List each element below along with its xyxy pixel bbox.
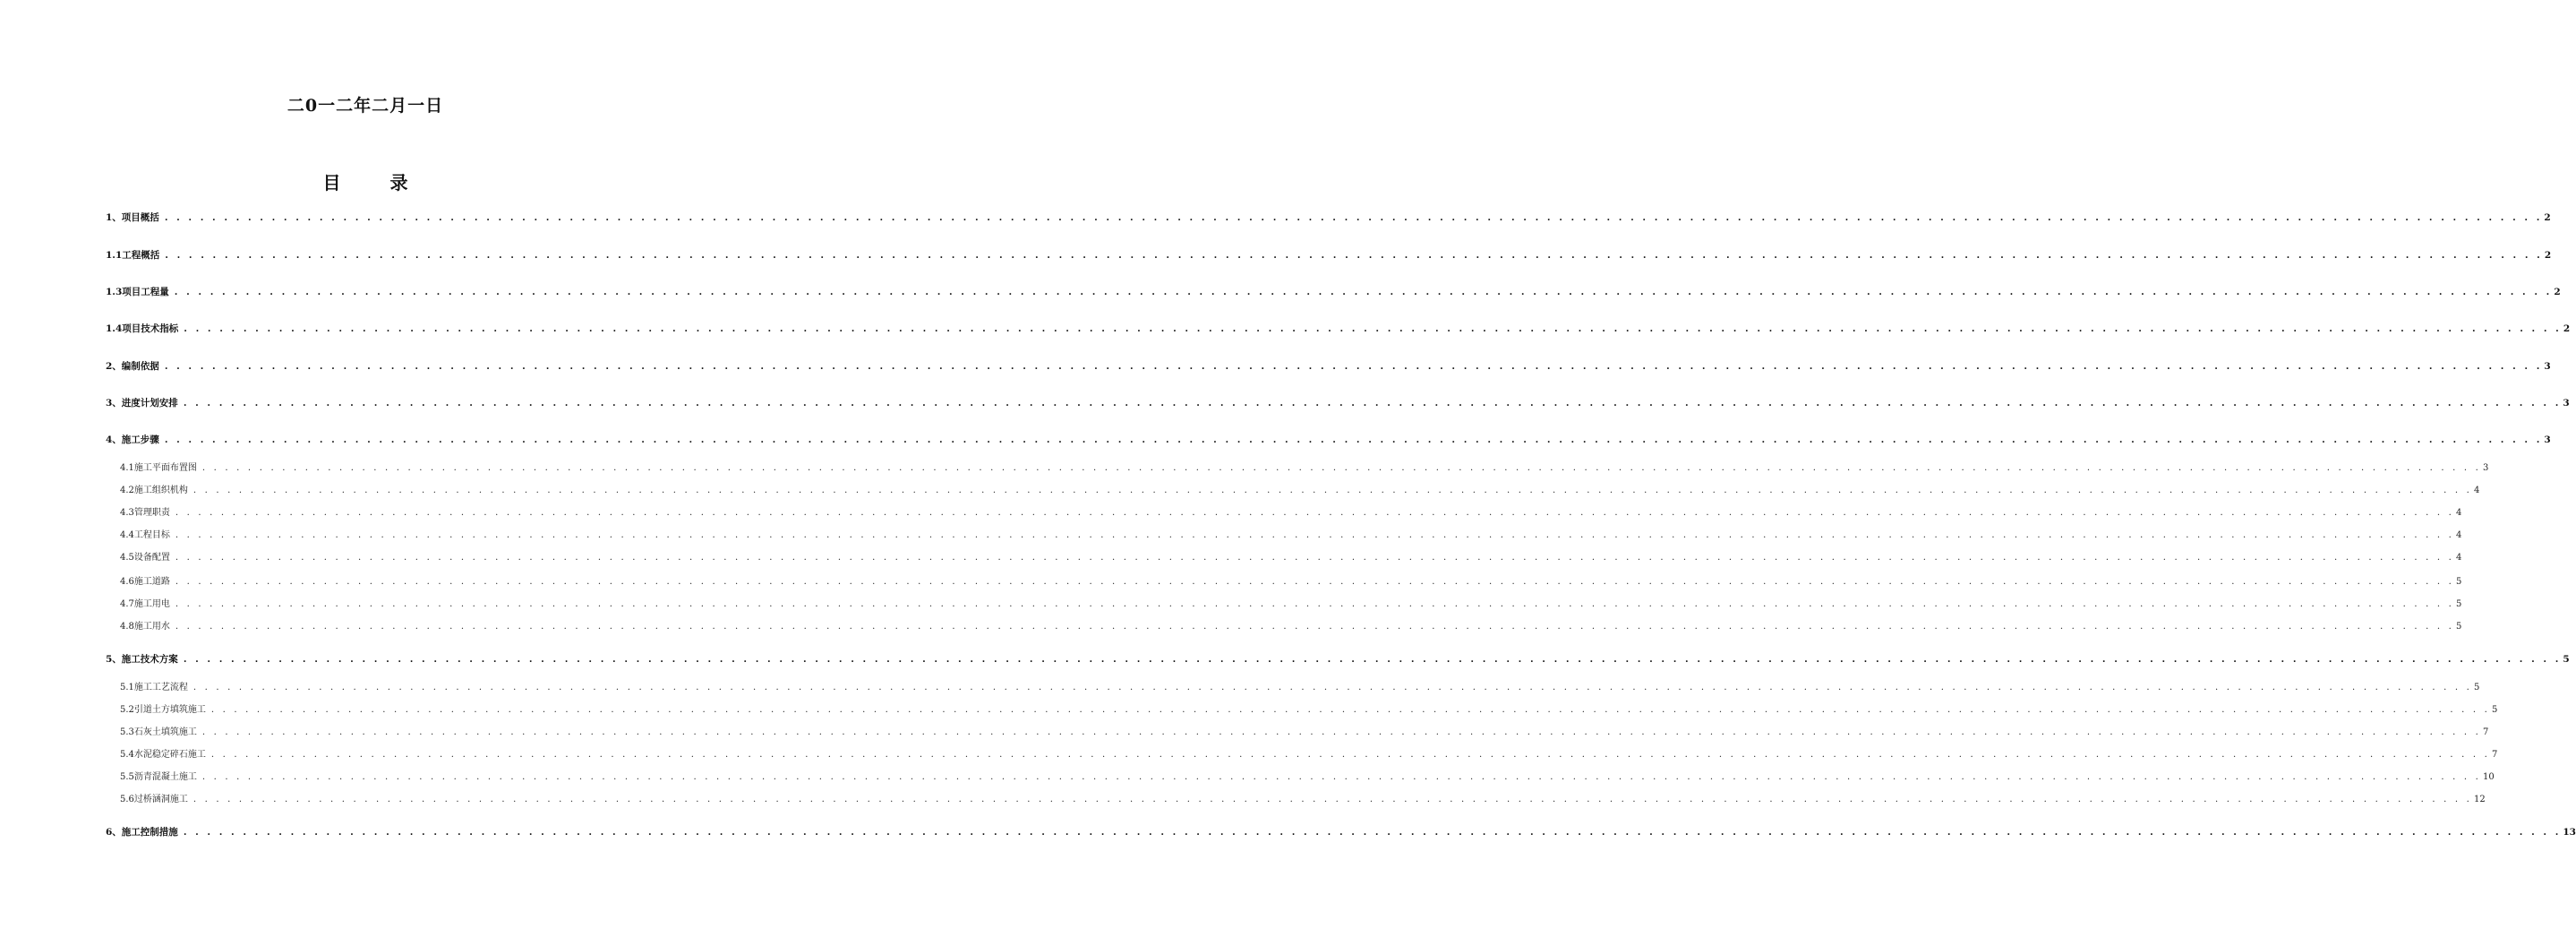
toc-entry-title: 4.4工程目标 xyxy=(120,530,170,540)
toc-leader-dots: . . . . . . . . . . . . . . . . . . . . . . . . . . . . . . . . . . . . . . . . . . . . . . . . . . . . . . . . . . . . . . . . . . . . . . . . . . . . . . . . . . . . . . . . . . . . . . . . . . . . . . . . . . . . . . . . . . . . . . . . . . . . . . . . . . . . . . . . . . . . . . . . . . . . . . . . . . . . . . . . . . . . . . . . . . . . . . . . . . . . . . . . . . . . . . . . . . . . . . . . xyxy=(175,622,2455,632)
toc-entry-title: 1.1工程概括 xyxy=(106,250,160,261)
toc-entry[interactable] xyxy=(120,529,2462,542)
toc-entry-page: 2 xyxy=(2544,212,2551,223)
toc-entry-title: 1、项目概括 xyxy=(106,212,159,223)
toc-entry-title: 2、编制依据 xyxy=(106,361,159,372)
toc-leader-dots: . . . . . . . . . . . . . . . . . . . . . . . . . . . . . . . . . . . . . . . . . . . . . . . . . . . . . . . . . . . . . . . . . . . . . . . . . . . . . . . . . . . . . . . . . . . . . . . . . . . . . . . . . . . . . . . . . . . . . . . . . . . . . . . . . . . . . . . . . . . . . . . . . . . . . . . . . . . . . . . . . . . . . . . . . . . . . . . . . . . . . . . . . . . . . . . . . . . . . . . . xyxy=(175,530,2455,540)
toc-entry-title: 4.6施工道路 xyxy=(120,577,170,587)
toc-entry-title: 4.2施工组织机构 xyxy=(120,486,188,495)
toc-entry-title: 5.5沥青混凝土施工 xyxy=(120,772,197,782)
toc-entry-title: 5.1施工工艺流程 xyxy=(120,683,188,692)
toc-entry-page: 4 xyxy=(2456,508,2462,518)
toc-leader-dots: . . . . . . . . . . . . . . . . . . . . . . . . . . . . . . . . . . . . . . . . . . . . . . . . . . . . . . . . . . . . . . . . . . . . . . . . . . . . . . . . . . . . . . . . . . . . . . . . . . . . . . . . . . . . . . . . . . . . . . . . . . . . . . . . . . . . . . . . . . . . . . . . . . . . . . . . . . . . . . . . . . . . . . . . . . . . . . . . . . . . . . . . . . . . . . . . . . . . . . . . xyxy=(175,599,2455,609)
toc-leader-dots: . . . . . . . . . . . . . . . . . . . . . . . . . . . . . . . . . . . . . . . . . . . . . . . . . . . . . . . . . . . . . . . . . . . . . . . . . . . . . . . . . . . . . . . . . . . . . . . . . . . . . . . . . . . . . . . . . . . . . . . . . . . . . . . . . . . . . . . . . . . . . . . . . . . . . . . . . . . . . . . . . . . . . . . . . . . . . . . . . . . . . . . . . . . . . . . . . . . . . . . . xyxy=(193,683,2473,692)
toc-entry[interactable] xyxy=(120,552,2462,564)
toc-leader-dots: . . . . . . . . . . . . . . . . . . . . . . . . . . . . . . . . . . . . . . . . . . . . . . . . . . . . . . . . . . . . . . . . . . . . . . . . . . . . . . . . . . . . . . . . . . . . . . . . . . . . . . . . . . . . . . . . . . . . . . . . . . . . . . . . . . . . . . . . . . . . . . . . . . . . . . . . . . . . . . . . . . . . . . . . . . . . . . . . . . . . . . . . . . . . . . . . . . . . . . . . xyxy=(201,463,2482,473)
toc-entry-title: 4.8施工用水 xyxy=(120,622,170,632)
toc-entry[interactable] xyxy=(120,704,2498,717)
toc-entry[interactable] xyxy=(120,462,2489,475)
toc-entry[interactable] xyxy=(106,826,2576,838)
toc-entry[interactable] xyxy=(120,485,2480,497)
toc-entry[interactable] xyxy=(106,322,2571,335)
toc-entry[interactable] xyxy=(120,576,2462,589)
toc-entry-page: 5 xyxy=(2474,683,2480,692)
toc-leader-dots: . . . . . . . . . . . . . . . . . . . . . . . . . . . . . . . . . . . . . . . . . . . . . . . . . . . . . . . . . . . . . . . . . . . . . . . . . . . . . . . . . . . . . . . . . . . . . . . . . . . . . . . . . . . . . . . . . . . . . . . . . . . . . . . . . . . . . . . . . . . . . . . . . . . . . . . . . . . . . . . . . . . . . . . . . . . . . . . . . . . . . . . . . . . . . . . . . . . . . . . . xyxy=(183,398,2562,408)
toc-entry-page: 5 xyxy=(2456,599,2462,609)
toc-entry-page: 3 xyxy=(2544,361,2551,372)
toc-entry-page: 7 xyxy=(2492,750,2498,760)
toc-leader-dots: . . . . . . . . . . . . . . . . . . . . . . . . . . . . . . . . . . . . . . . . . . . . . . . . . . . . . . . . . . . . . . . . . . . . . . . . . . . . . . . . . . . . . . . . . . . . . . . . . . . . . . . . . . . . . . . . . . . . . . . . . . . . . . . . . . . . . . . . . . . . . . . . . . . . . . . . . . . . . . . . . . . . . . . . . . . . . . . . . . . . . . . . . . . . . . . . . . . . . . . . xyxy=(164,361,2543,372)
toc-entry-page: 3 xyxy=(2563,398,2570,408)
toc-entry-page: 10 xyxy=(2483,772,2495,782)
toc-entry-title: 5、施工技术方案 xyxy=(106,654,178,665)
toc-leader-dots: . . . . . . . . . . . . . . . . . . . . . . . . . . . . . . . . . . . . . . . . . . . . . . . . . . . . . . . . . . . . . . . . . . . . . . . . . . . . . . . . . . . . . . . . . . . . . . . . . . . . . . . . . . . . . . . . . . . . . . . . . . . . . . . . . . . . . . . . . . . . . . . . . . . . . . . . . . . . . . . . . . . . . . . . . . . . . . . . . . . . . . . . . . . . . . . . . . . . . . . . xyxy=(210,705,2491,715)
toc-entry-title: 5.6过桥涵洞施工 xyxy=(120,795,188,804)
date-heading: 二0一二年二月一日 xyxy=(287,96,444,116)
toc-entry[interactable] xyxy=(106,360,2551,373)
toc-leader-dots: . . . . . . . . . . . . . . . . . . . . . . . . . . . . . . . . . . . . . . . . . . . . . . . . . . . . . . . . . . . . . . . . . . . . . . . . . . . . . . . . . . . . . . . . . . . . . . . . . . . . . . . . . . . . . . . . . . . . . . . . . . . . . . . . . . . . . . . . . . . . . . . . . . . . . . . . . . . . . . . . . . . . . . . . . . . . . . . . . . . . . . . . . . . . . . . . . . . . . . . . xyxy=(201,772,2482,782)
toc-entry[interactable] xyxy=(106,286,2561,298)
toc-entry[interactable] xyxy=(120,749,2498,761)
toc-leader-dots: . . . . . . . . . . . . . . . . . . . . . . . . . . . . . . . . . . . . . . . . . . . . . . . . . . . . . . . . . . . . . . . . . . . . . . . . . . . . . . . . . . . . . . . . . . . . . . . . . . . . . . . . . . . . . . . . . . . . . . . . . . . . . . . . . . . . . . . . . . . . . . . . . . . . . . . . . . . . . . . . . . . . . . . . . . . . . . . . . . . . . . . . . . . . . . . . . . . . . . . . xyxy=(174,287,2553,297)
toc-entry-title: 4、施工步骤 xyxy=(106,434,159,445)
toc-entry-title: 4.5设备配置 xyxy=(120,553,170,563)
toc-entry-title: 3、进度计划安排 xyxy=(106,398,178,408)
toc-leader-dots: . . . . . . . . . . . . . . . . . . . . . . . . . . . . . . . . . . . . . . . . . . . . . . . . . . . . . . . . . . . . . . . . . . . . . . . . . . . . . . . . . . . . . . . . . . . . . . . . . . . . . . . . . . . . . . . . . . . . . . . . . . . . . . . . . . . . . . . . . . . . . . . . . . . . . . . . . . . . . . . . . . . . . . . . . . . . . . . . . . . . . . . . . . . . . . . . . . . . . . . . xyxy=(164,212,2543,223)
toc-leader-dots: . . . . . . . . . . . . . . . . . . . . . . . . . . . . . . . . . . . . . . . . . . . . . . . . . . . . . . . . . . . . . . . . . . . . . . . . . . . . . . . . . . . . . . . . . . . . . . . . . . . . . . . . . . . . . . . . . . . . . . . . . . . . . . . . . . . . . . . . . . . . . . . . . . . . . . . . . . . . . . . . . . . . . . . . . . . . . . . . . . . . . . . . . . . . . . . . . . . . . . . . xyxy=(193,486,2473,495)
toc-entry-page: 2 xyxy=(2554,287,2561,297)
toc-entry-title: 4.1施工平面布置图 xyxy=(120,463,197,473)
toc-entry-page: 3 xyxy=(2483,463,2489,473)
toc-entry-title: 5.2引道土方填筑施工 xyxy=(120,705,206,715)
toc-entry-title: 5.3石灰土填筑施工 xyxy=(120,727,197,737)
toc-entry-page: 5 xyxy=(2563,654,2570,665)
toc-entry[interactable] xyxy=(120,771,2495,784)
toc-entry-page: 2 xyxy=(2544,250,2552,261)
toc-entry[interactable] xyxy=(120,727,2489,739)
toc-entry-page: 5 xyxy=(2492,705,2498,715)
toc-entry-page: 12 xyxy=(2474,795,2486,804)
toc-leader-dots: . . . . . . . . . . . . . . . . . . . . . . . . . . . . . . . . . . . . . . . . . . . . . . . . . . . . . . . . . . . . . . . . . . . . . . . . . . . . . . . . . . . . . . . . . . . . . . . . . . . . . . . . . . . . . . . . . . . . . . . . . . . . . . . . . . . . . . . . . . . . . . . . . . . . . . . . . . . . . . . . . . . . . . . . . . . . . . . . . . . . . . . . . . . . . . . . . . . . . . . . xyxy=(183,827,2562,838)
toc-entry[interactable] xyxy=(120,794,2486,806)
toc-entry-page: 4 xyxy=(2456,530,2462,540)
toc-entry-title: 4.7施工用电 xyxy=(120,599,170,609)
toc-entry-title: 1.4项目技术指标 xyxy=(106,323,179,334)
toc-leader-dots: . . . . . . . . . . . . . . . . . . . . . . . . . . . . . . . . . . . . . . . . . . . . . . . . . . . . . . . . . . . . . . . . . . . . . . . . . . . . . . . . . . . . . . . . . . . . . . . . . . . . . . . . . . . . . . . . . . . . . . . . . . . . . . . . . . . . . . . . . . . . . . . . . . . . . . . . . . . . . . . . . . . . . . . . . . . . . . . . . . . . . . . . . . . . . . . . . . . . . . . . xyxy=(175,508,2455,518)
toc-leader-dots: . . . . . . . . . . . . . . . . . . . . . . . . . . . . . . . . . . . . . . . . . . . . . . . . . . . . . . . . . . . . . . . . . . . . . . . . . . . . . . . . . . . . . . . . . . . . . . . . . . . . . . . . . . . . . . . . . . . . . . . . . . . . . . . . . . . . . . . . . . . . . . . . . . . . . . . . . . . . . . . . . . . . . . . . . . . . . . . . . . . . . . . . . . . . . . . . . . . . . . . . xyxy=(184,323,2562,334)
toc-entry-page: 5 xyxy=(2456,622,2462,632)
toc-entry[interactable] xyxy=(106,397,2570,409)
toc-entry-page: 2 xyxy=(2563,323,2571,334)
toc-entry[interactable] xyxy=(120,682,2480,694)
toc-leader-dots: . . . . . . . . . . . . . . . . . . . . . . . . . . . . . . . . . . . . . . . . . . . . . . . . . . . . . . . . . . . . . . . . . . . . . . . . . . . . . . . . . . . . . . . . . . . . . . . . . . . . . . . . . . . . . . . . . . . . . . . . . . . . . . . . . . . . . . . . . . . . . . . . . . . . . . . . . . . . . . . . . . . . . . . . . . . . . . . . . . . . . . . . . . . . . . . . . . . . . . . . xyxy=(175,577,2455,587)
toc-entry-page: 3 xyxy=(2544,434,2551,445)
toc-entry[interactable] xyxy=(120,507,2462,520)
toc-leader-dots: . . . . . . . . . . . . . . . . . . . . . . . . . . . . . . . . . . . . . . . . . . . . . . . . . . . . . . . . . . . . . . . . . . . . . . . . . . . . . . . . . . . . . . . . . . . . . . . . . . . . . . . . . . . . . . . . . . . . . . . . . . . . . . . . . . . . . . . . . . . . . . . . . . . . . . . . . . . . . . . . . . . . . . . . . . . . . . . . . . . . . . . . . . . . . . . . . . . . . . . . xyxy=(193,795,2473,804)
toc-entry[interactable] xyxy=(120,621,2462,633)
toc-entry[interactable] xyxy=(106,211,2551,224)
toc-leader-dots: . . . . . . . . . . . . . . . . . . . . . . . . . . . . . . . . . . . . . . . . . . . . . . . . . . . . . . . . . . . . . . . . . . . . . . . . . . . . . . . . . . . . . . . . . . . . . . . . . . . . . . . . . . . . . . . . . . . . . . . . . . . . . . . . . . . . . . . . . . . . . . . . . . . . . . . . . . . . . . . . . . . . . . . . . . . . . . . . . . . . . . . . . . . . . . . . . . . . . . . . xyxy=(210,750,2491,760)
toc-heading: 目 录 xyxy=(322,172,430,194)
toc-leader-dots: . . . . . . . . . . . . . . . . . . . . . . . . . . . . . . . . . . . . . . . . . . . . . . . . . . . . . . . . . . . . . . . . . . . . . . . . . . . . . . . . . . . . . . . . . . . . . . . . . . . . . . . . . . . . . . . . . . . . . . . . . . . . . . . . . . . . . . . . . . . . . . . . . . . . . . . . . . . . . . . . . . . . . . . . . . . . . . . . . . . . . . . . . . . . . . . . . . . . . . . . xyxy=(201,727,2482,737)
toc-entry[interactable] xyxy=(120,598,2462,611)
toc-entry-page: 13 xyxy=(2563,827,2576,838)
toc-entry-title: 4.3管理职责 xyxy=(120,508,170,518)
toc-leader-dots: . . . . . . . . . . . . . . . . . . . . . . . . . . . . . . . . . . . . . . . . . . . . . . . . . . . . . . . . . . . . . . . . . . . . . . . . . . . . . . . . . . . . . . . . . . . . . . . . . . . . . . . . . . . . . . . . . . . . . . . . . . . . . . . . . . . . . . . . . . . . . . . . . . . . . . . . . . . . . . . . . . . . . . . . . . . . . . . . . . . . . . . . . . . . . . . . . . . . . . . . xyxy=(164,434,2543,445)
toc-entry[interactable] xyxy=(106,434,2551,446)
toc-leader-dots: . . . . . . . . . . . . . . . . . . . . . . . . . . . . . . . . . . . . . . . . . . . . . . . . . . . . . . . . . . . . . . . . . . . . . . . . . . . . . . . . . . . . . . . . . . . . . . . . . . . . . . . . . . . . . . . . . . . . . . . . . . . . . . . . . . . . . . . . . . . . . . . . . . . . . . . . . . . . . . . . . . . . . . . . . . . . . . . . . . . . . . . . . . . . . . . . . . . . . . . . xyxy=(183,654,2562,665)
toc-leader-dots: . . . . . . . . . . . . . . . . . . . . . . . . . . . . . . . . . . . . . . . . . . . . . . . . . . . . . . . . . . . . . . . . . . . . . . . . . . . . . . . . . . . . . . . . . . . . . . . . . . . . . . . . . . . . . . . . . . . . . . . . . . . . . . . . . . . . . . . . . . . . . . . . . . . . . . . . . . . . . . . . . . . . . . . . . . . . . . . . . . . . . . . . . . . . . . . . . . . . . . . . xyxy=(165,250,2543,261)
toc-entry-title: 6、施工控制措施 xyxy=(106,827,178,838)
toc-leader-dots: . . . . . . . . . . . . . . . . . . . . . . . . . . . . . . . . . . . . . . . . . . . . . . . . . . . . . . . . . . . . . . . . . . . . . . . . . . . . . . . . . . . . . . . . . . . . . . . . . . . . . . . . . . . . . . . . . . . . . . . . . . . . . . . . . . . . . . . . . . . . . . . . . . . . . . . . . . . . . . . . . . . . . . . . . . . . . . . . . . . . . . . . . . . . . . . . . . . . . . . . xyxy=(175,553,2455,563)
toc-entry-page: 4 xyxy=(2474,486,2480,495)
toc-entry-title: 1.3项目工程量 xyxy=(106,287,169,297)
toc-entry-page: 4 xyxy=(2456,553,2462,563)
toc-entry-page: 7 xyxy=(2483,727,2489,737)
toc-entry-page: 5 xyxy=(2456,577,2462,587)
toc-entry[interactable] xyxy=(106,249,2552,262)
toc-entry-title: 5.4水泥稳定碎石施工 xyxy=(120,750,206,760)
toc-entry[interactable] xyxy=(106,653,2570,666)
